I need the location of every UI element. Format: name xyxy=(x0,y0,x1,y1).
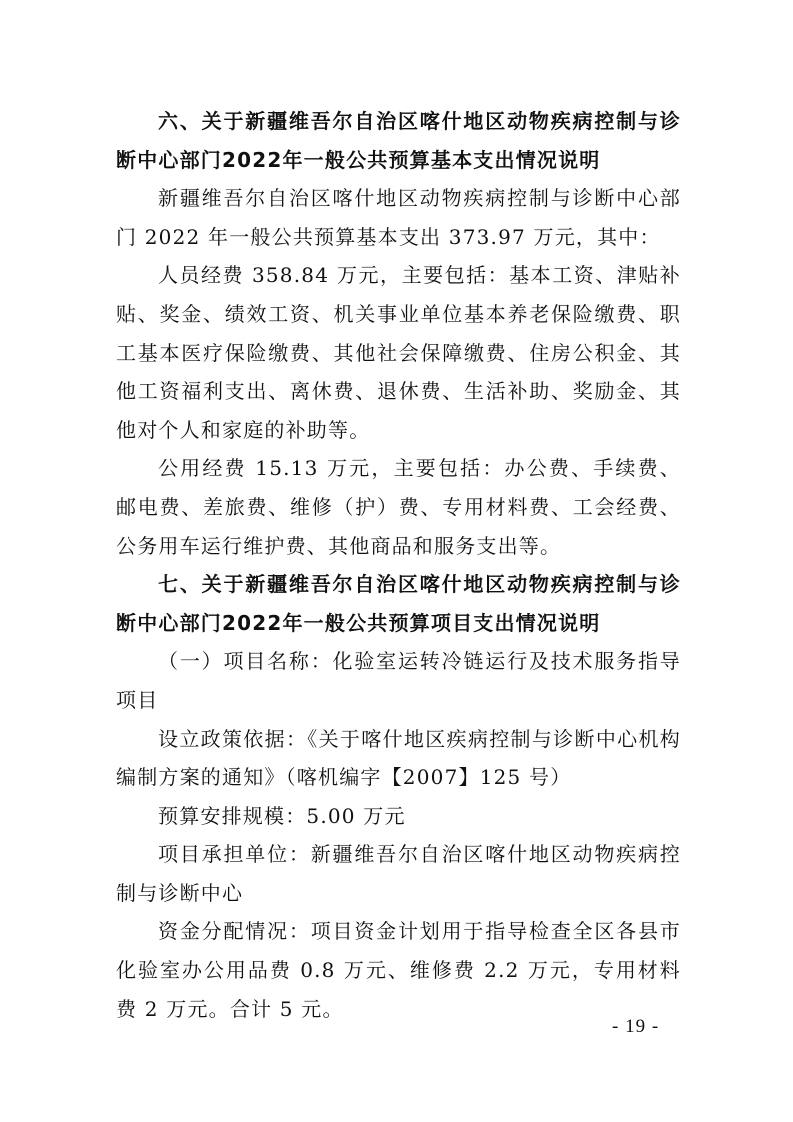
public-expenses-paragraph: 公用经费 15.13 万元，主要包括：办公费、手续费、邮电费、差旅费、维修（护）费、专用材料费、工会经费、公务用车运行维护费、其他商品和服务支出等。 xyxy=(116,456,681,558)
page-number: - 19 - xyxy=(612,1016,660,1037)
section-heading-seven: 七、关于新疆维吾尔自治区喀什地区动物疾病控制与诊断中心部门2022年一般公共预算项目支出情况说明 xyxy=(116,572,681,635)
basic-expenditure-paragraph: 新疆维吾尔自治区喀什地区动物疾病控制与诊断中心部门 2022 年一般公共预算基本支出 373.97 万元，其中： xyxy=(116,186,681,249)
budget-scale-paragraph: 预算安排规模：5.00 万元 xyxy=(158,803,406,828)
document-body xyxy=(116,102,681,1028)
undertaking-unit-paragraph: 项目承担单位：新疆维吾尔自治区喀什地区动物疾病控制与诊断中心 xyxy=(116,842,681,905)
project-name-paragraph: （一）项目名称：化验室运转冷链运行及技术服务指导项目 xyxy=(116,649,681,712)
section-heading-six: 六、关于新疆维吾尔自治区喀什地区动物疾病控制与诊断中心部门2022年一般公共预算基本支出情况说明 xyxy=(116,109,681,172)
policy-basis-paragraph: 设立政策依据：《关于喀什地区疾病控制与诊断中心机构编制方案的通知》（喀机编字【2007】125 号） xyxy=(116,726,681,790)
fund-allocation-paragraph: 资金分配情况：项目资金计划用于指导检查全区各县市化验室办公用品费 0.8 万元、维修费 2.2 万元，专用材料费 2 万元。合计 5 元。 xyxy=(116,919,681,1021)
personnel-expenses-paragraph: 人员经费 358.84 万元，主要包括：基本工资、津贴补贴、奖金、绩效工资、机关事业单位基本养老保险缴费、职工基本医疗保险缴费、其他社会保障缴费、住房公积金、其他工资福利支出、离休费、退休费、生活补助、奖励金、其他对个人和家庭的补助等。 xyxy=(116,263,681,442)
